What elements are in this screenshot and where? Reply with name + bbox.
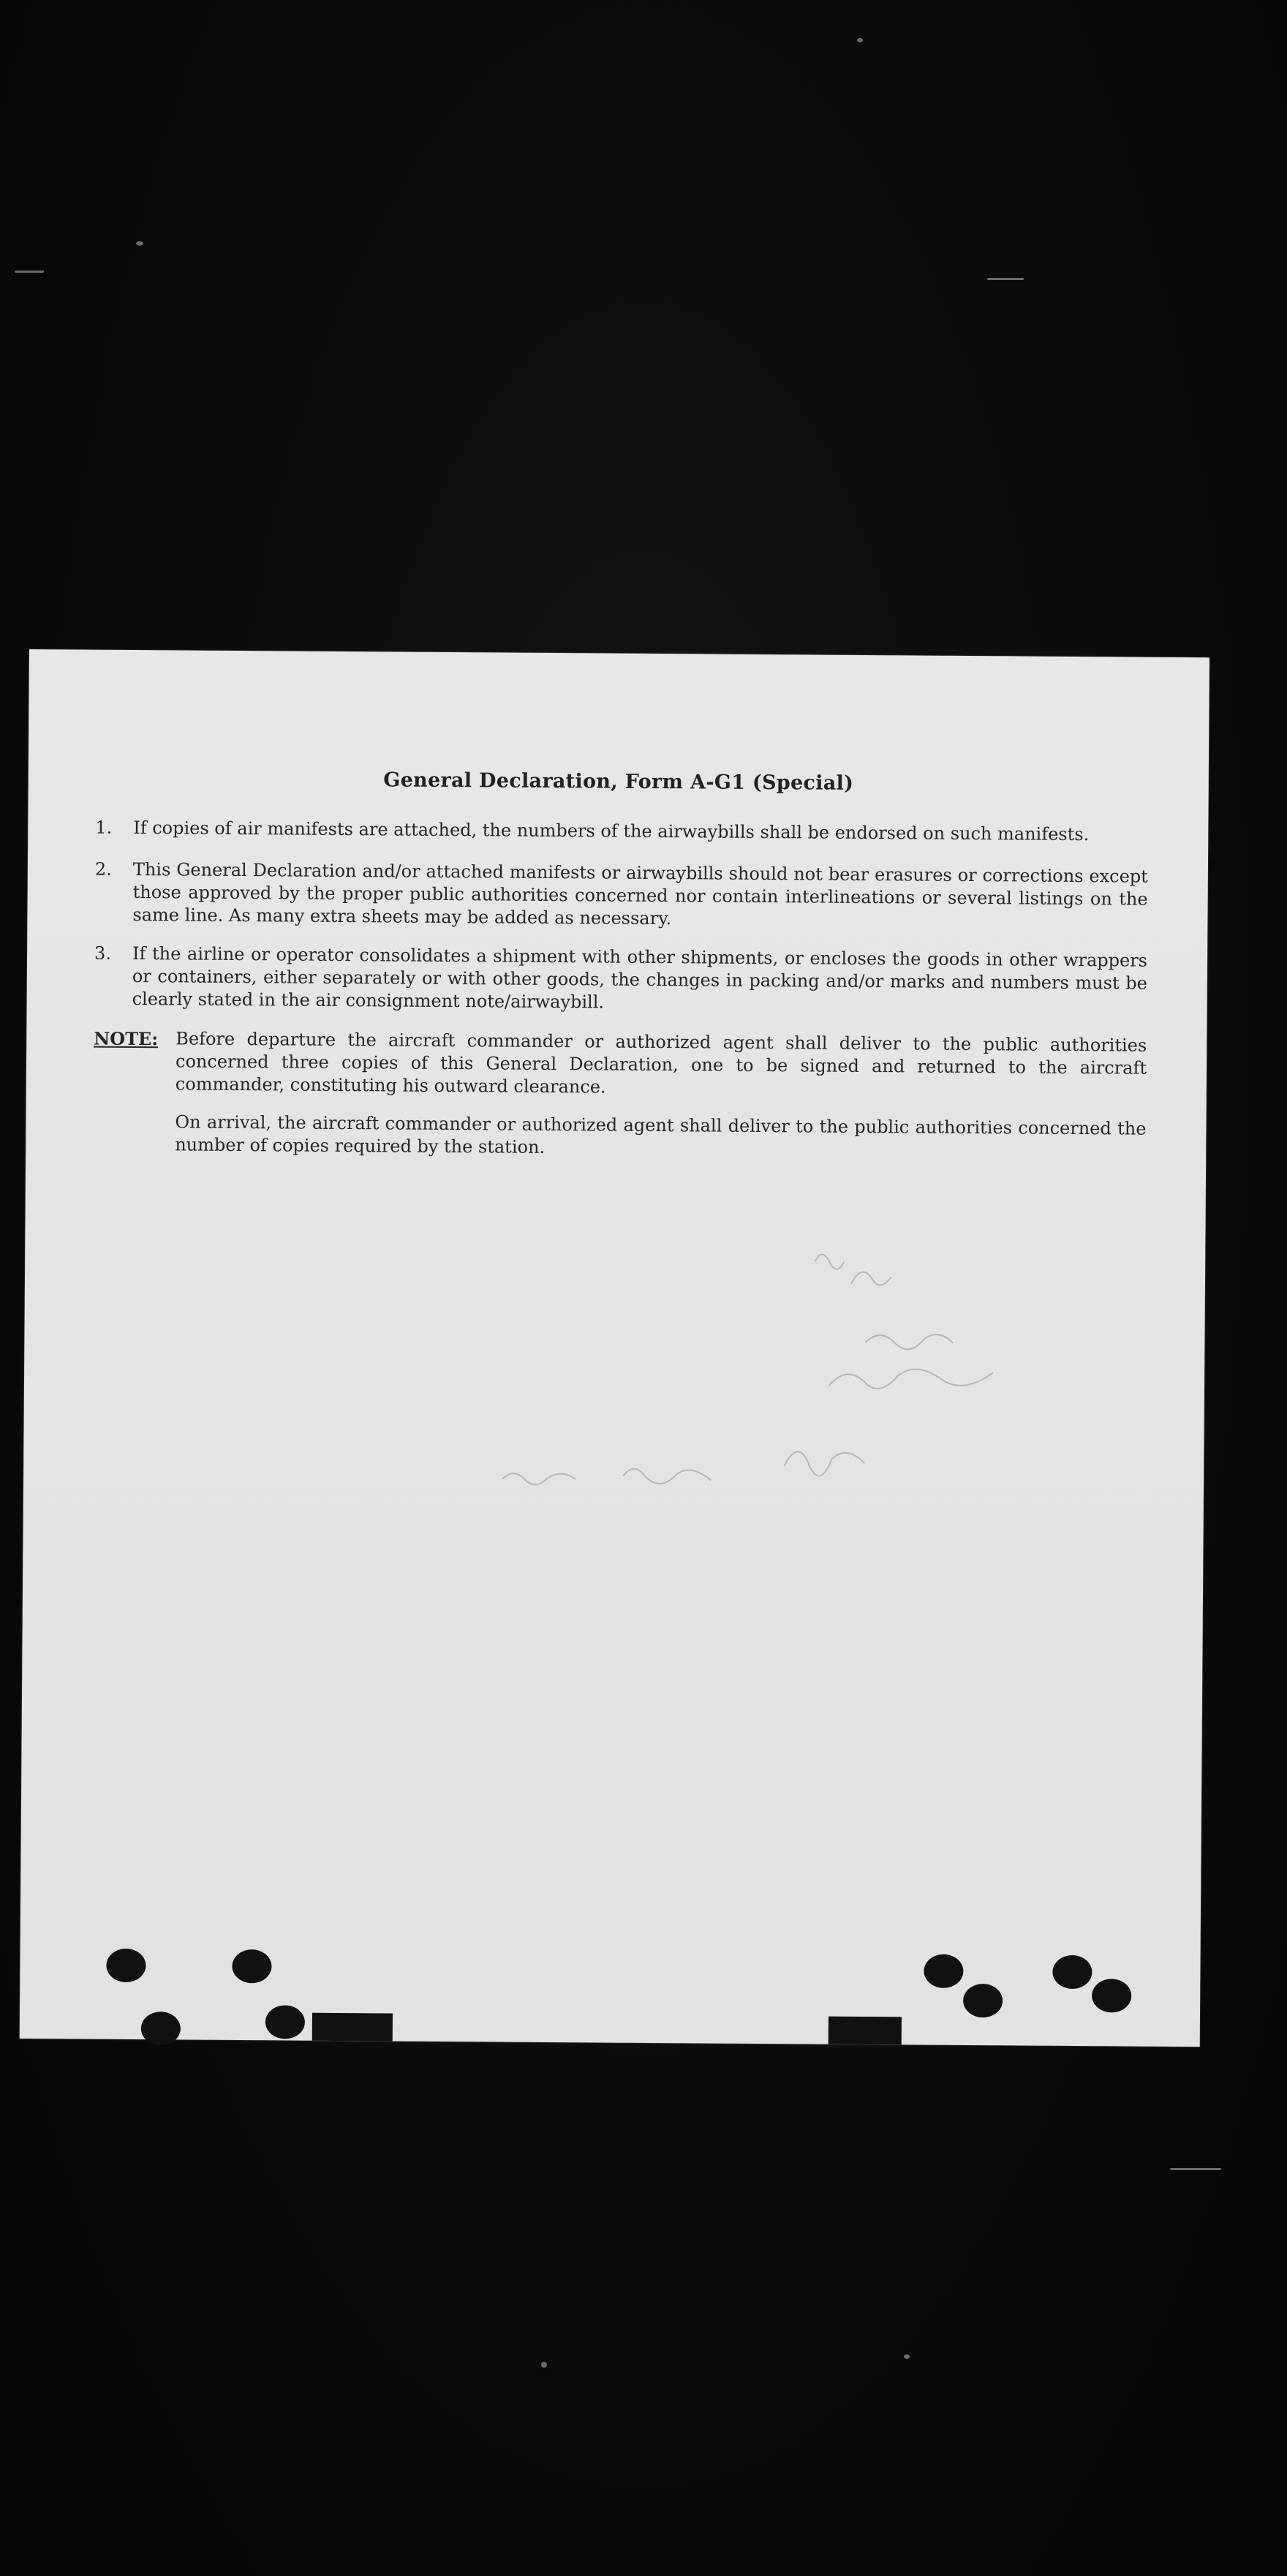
note-label: NOTE: <box>94 1027 159 1050</box>
item-text: If copies of air manifests are attached, the numbers of the airwaybills shall be endorsed on such manifests. <box>133 817 1090 845</box>
document-sheet <box>20 649 1209 2047</box>
torn-edge <box>829 2017 902 2045</box>
dust-speck <box>857 38 863 42</box>
dust-speck <box>904 2354 910 2359</box>
item-number: 3. <box>94 943 112 964</box>
note-block <box>94 1027 1147 1103</box>
punch-hole <box>1052 1955 1092 1989</box>
item-text: This General Declaration and/or attached manifests or airwaybills should not bear erasures or corrections except those approved by the proper public authorities concerned nor contain interlineations or several listings on the same line. As many extra sheets may be added as necessary. <box>132 858 1148 929</box>
punch-hole <box>232 1949 271 1983</box>
punch-hole <box>1092 1979 1131 2012</box>
torn-edge <box>312 2013 393 2041</box>
punch-hole <box>106 1949 146 1982</box>
note-text: Before departure the aircraft commander or authorized agent shall deliver to the public authorities concerned three copies of this General Declaration, one to be signed and returned to the aircraft commander, constituting his outward clearance. <box>175 1028 1147 1098</box>
dust-speck <box>1170 2168 1221 2170</box>
dust-speck <box>987 278 1024 280</box>
punch-hole <box>924 1954 963 1988</box>
item-number: 2. <box>94 858 112 880</box>
note-block-arrival <box>93 1111 1146 1163</box>
instruction-item <box>94 943 1148 1018</box>
item-number: 1. <box>95 817 113 838</box>
form-title: General Declaration, Form A-G1 (Special) <box>383 768 854 795</box>
punch-hole <box>265 2005 305 2039</box>
instruction-item <box>95 817 1148 847</box>
instruction-item <box>94 858 1148 934</box>
note-text-arrival: On arrival, the aircraft commander or authorized agent shall deliver to the public authorities concerned the number of copies required by the station. <box>175 1111 1147 1157</box>
punch-hole <box>963 1984 1003 2017</box>
dust-speck <box>541 2362 547 2368</box>
item-text: If the airline or operator consolidates a shipment with other shipments, or encloses the goods in other wrappers or containers, either separately or with other goods, the changes in packing and/or marks and numbers must be clearly stated in the air consignment note/airwaybill. <box>132 943 1148 1013</box>
punch-hole <box>141 2012 181 2045</box>
dust-speck <box>136 241 143 246</box>
dust-speck <box>15 271 44 273</box>
